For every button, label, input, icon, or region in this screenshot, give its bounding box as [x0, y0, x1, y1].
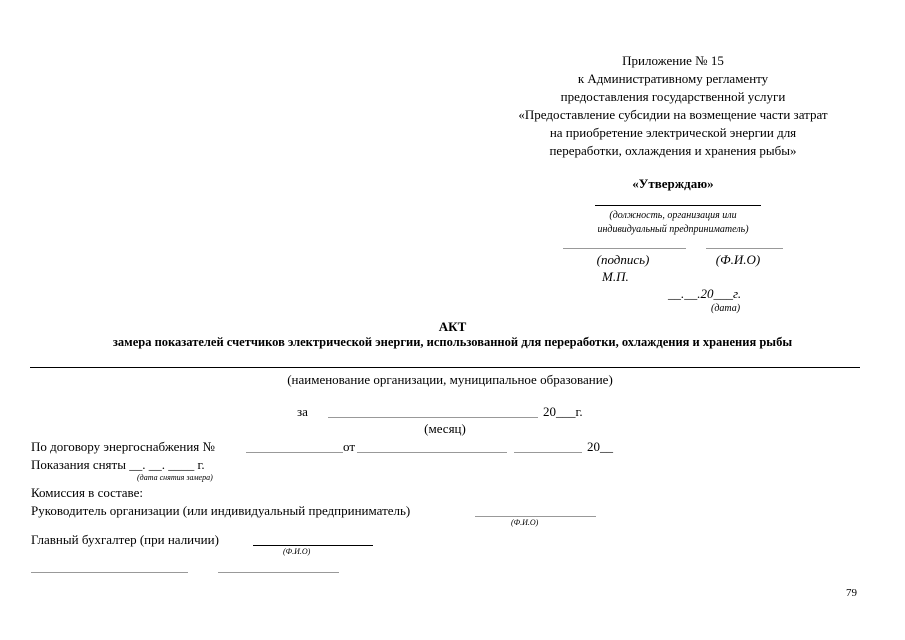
- appendix-title: Приложение № 15: [622, 53, 724, 68]
- contract-number-line: [246, 452, 343, 453]
- act-title: АКТ: [438, 319, 467, 334]
- act-subtitle: замера показателей счетчиков электрической энергии, использованной для переработки, охлаждения и хранения рыбы: [112, 335, 793, 349]
- year-suffix: 20___г.: [543, 404, 583, 419]
- accountant-label: Главный бухгалтер (при наличии): [31, 532, 219, 547]
- readings-label: Показания сняты __. __. ____ г.: [31, 457, 205, 472]
- approve-date: __.__.20___г.: [668, 286, 742, 301]
- month-note: (месяц): [424, 421, 466, 436]
- bottom-line-2: [218, 572, 339, 573]
- contract-year: 20__: [587, 439, 613, 454]
- appendix-service: предоставления государственной услуги: [560, 89, 786, 104]
- appendix-service-name-2: на приобретение электрической энергии для: [549, 125, 797, 140]
- signature-line: [563, 248, 686, 249]
- appendix-service-name-1: «Предоставление субсидии на возмещение части затрат: [518, 107, 828, 122]
- approve-title: «Утверждаю»: [632, 176, 714, 191]
- za-label: за: [297, 404, 308, 419]
- organization-line: [30, 367, 860, 368]
- approve-date-note: (дата): [711, 303, 741, 314]
- stamp-label: М.П.: [602, 269, 629, 284]
- contract-date-line-1: [357, 452, 507, 453]
- bottom-line-1: [31, 572, 188, 573]
- fio-note: (Ф.И.О): [715, 252, 761, 267]
- contract-from-label: от: [343, 439, 356, 454]
- head-signature-line: [475, 516, 596, 517]
- commission-label: Комиссия в составе:: [31, 485, 143, 500]
- appendix-service-name-3: переработки, охлаждения и хранения рыбы»: [549, 143, 797, 158]
- accountant-note: (Ф.И.О): [283, 547, 311, 556]
- signature-note: (подпись): [596, 252, 650, 267]
- accountant-signature-line: [253, 545, 373, 546]
- head-label: Руководитель организации (или индивидуальный предприниматель): [31, 503, 411, 518]
- contract-label: По договору энергоснабжения №: [31, 439, 215, 454]
- position-note-2: индивидуальный предприниматель): [597, 224, 749, 235]
- month-line: [328, 417, 538, 418]
- contract-date-line-2: [514, 452, 582, 453]
- readings-note: (дата снятия замера): [137, 473, 213, 482]
- appendix-regulation: к Административному регламенту: [577, 71, 769, 86]
- fio-line: [706, 248, 783, 249]
- position-note-1: (должность, организация или: [609, 210, 737, 221]
- position-line: [595, 205, 761, 206]
- head-note: (Ф.И.О): [511, 518, 539, 527]
- page-number: 79: [846, 587, 857, 599]
- organization-note: (наименование организации, муниципальное образование): [287, 372, 613, 387]
